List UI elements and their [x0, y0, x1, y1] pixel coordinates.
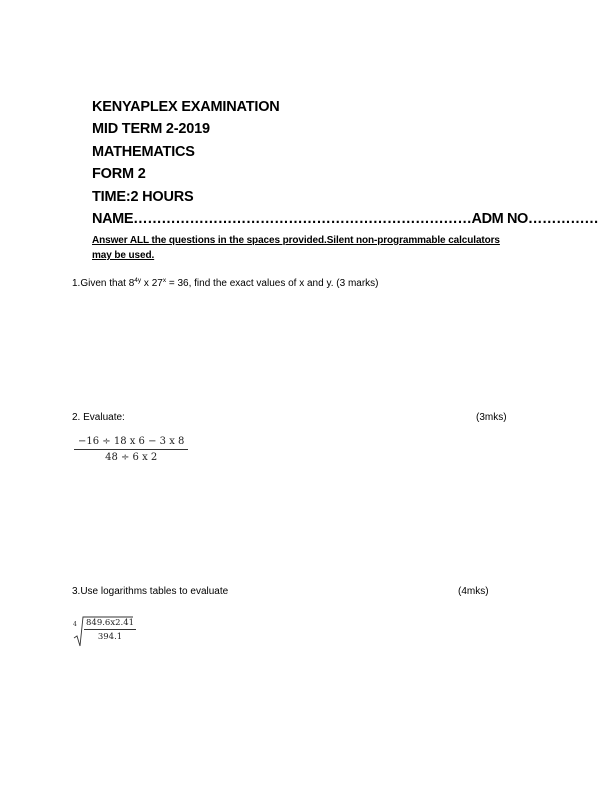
name-adm-line: NAME………………………………………………………………ADM NO……………	[92, 211, 599, 227]
question-3-denominator: 394.1	[97, 632, 123, 642]
question-3-label: 3.Use logarithms tables to evaluate	[72, 586, 229, 597]
question-2-denominator: 48 ÷ 6 x 2	[105, 452, 158, 463]
instructions-line-1: Answer ALL the questions in the spaces provided.Silent non-programmable calculators	[92, 235, 500, 246]
question-1-mid: x 27	[141, 278, 163, 289]
question-1-exponent-2: x	[162, 277, 167, 284]
question-3-root-index: 4	[73, 621, 77, 628]
question-2-numerator: −16 ÷ 18 x 6 − 3 x 8	[74, 436, 188, 450]
question-1-exponent-1: 4y	[134, 277, 142, 284]
exam-subject: MATHEMATICS	[92, 144, 195, 160]
question-3-marks: (4mks)	[458, 586, 489, 597]
question-3-fraction	[84, 618, 136, 642]
instructions-line-2: may be used.	[92, 250, 155, 261]
exam-form: FORM 2	[92, 166, 146, 182]
question-3-numerator: 849.6x2.41	[86, 618, 135, 628]
question-2-label: 2. Evaluate:	[72, 412, 125, 423]
question-1	[72, 277, 379, 289]
exam-body-title: KENYAPLEX EXAMINATION	[92, 99, 280, 115]
exam-time: TIME:2 HOURS	[92, 189, 194, 205]
question-2-marks: (3mks)	[476, 412, 507, 423]
question-1-suffix: = 36, find the exact values of x and y. (3 marks)	[166, 278, 379, 289]
exam-term: MID TERM 2-2019	[92, 121, 210, 137]
question-2-fraction	[74, 436, 188, 463]
question-1-prefix: 1.Given that 8	[72, 278, 135, 289]
